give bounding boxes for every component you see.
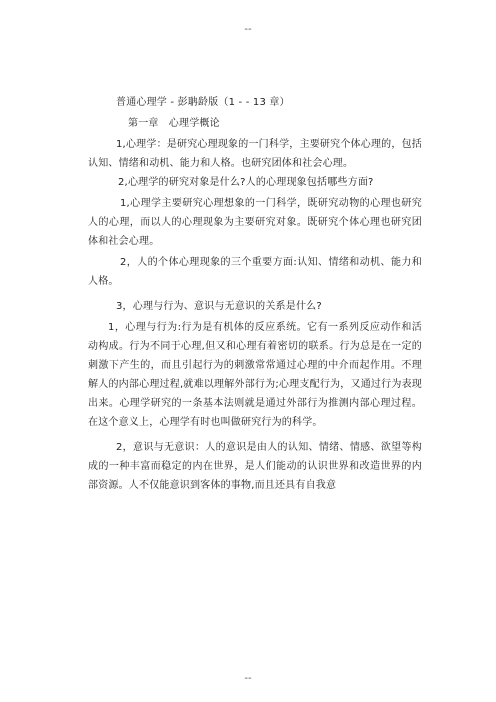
question-relations: 3，心理与行为、意识与无意识的关系是什么? <box>116 301 322 312</box>
paragraph-mind-and-behavior: 1，心理与行为:行为是有机体的反应系统。它有一系列反应动作和活动构成。行为不同于心理,但又和心理有着密切的联系。行为总是在一定的刺激下产生的，而且引起行为的刺激常常通过心理的中介而起作用。不理解人的内部心理过程,就难以理解外部行为;心理支配行为，又通过行为表现出来。心理学研究的一条基本法则就是通过外部行为推测内部心理过程。在这个意义上，心理学有时也叫做研究行为的科学。 <box>88 322 422 428</box>
paragraph-consciousness: 2，意识与无意识：人的意识是由人的认知、情绪、情感、欲望等构成的一种丰富而稳定的内在世界，是人们能动的认识世界和改造世界的内部资源。人不仅能意识到客体的事物,而且还具有自我意 <box>88 442 422 491</box>
page-marker-bottom: -- <box>244 673 252 684</box>
chapter-heading: 第一章 心理学概论 <box>128 118 220 129</box>
question-research-object: 2,心理学的研究对象是什么?人的心理现象包括哪些方面? <box>118 177 374 188</box>
answer-research-object: 1,心理学主要研究心理想象的一门科学，既研究动物的心理也研究人的心理，而以人的心理现象为主要研究对象。既研究个体心理也研究团体和社会心理。 <box>88 198 422 247</box>
page-marker-top: -- <box>244 24 252 35</box>
answer-three-aspects: 2，人的个体心理现象的三个重要方面:认知、情绪和动机、能力和人格。 <box>88 257 422 287</box>
paragraph-definition: 1,心理学：是研究心理现象的一门科学，主要研究个体心理的，包括认知、情绪和动机、能力和人格。也研究团体和社会心理。 <box>88 139 422 169</box>
document-body <box>88 93 422 495</box>
document-title: 普通心理学 - 彭聃龄版（1 - - 13 章） <box>116 97 290 108</box>
